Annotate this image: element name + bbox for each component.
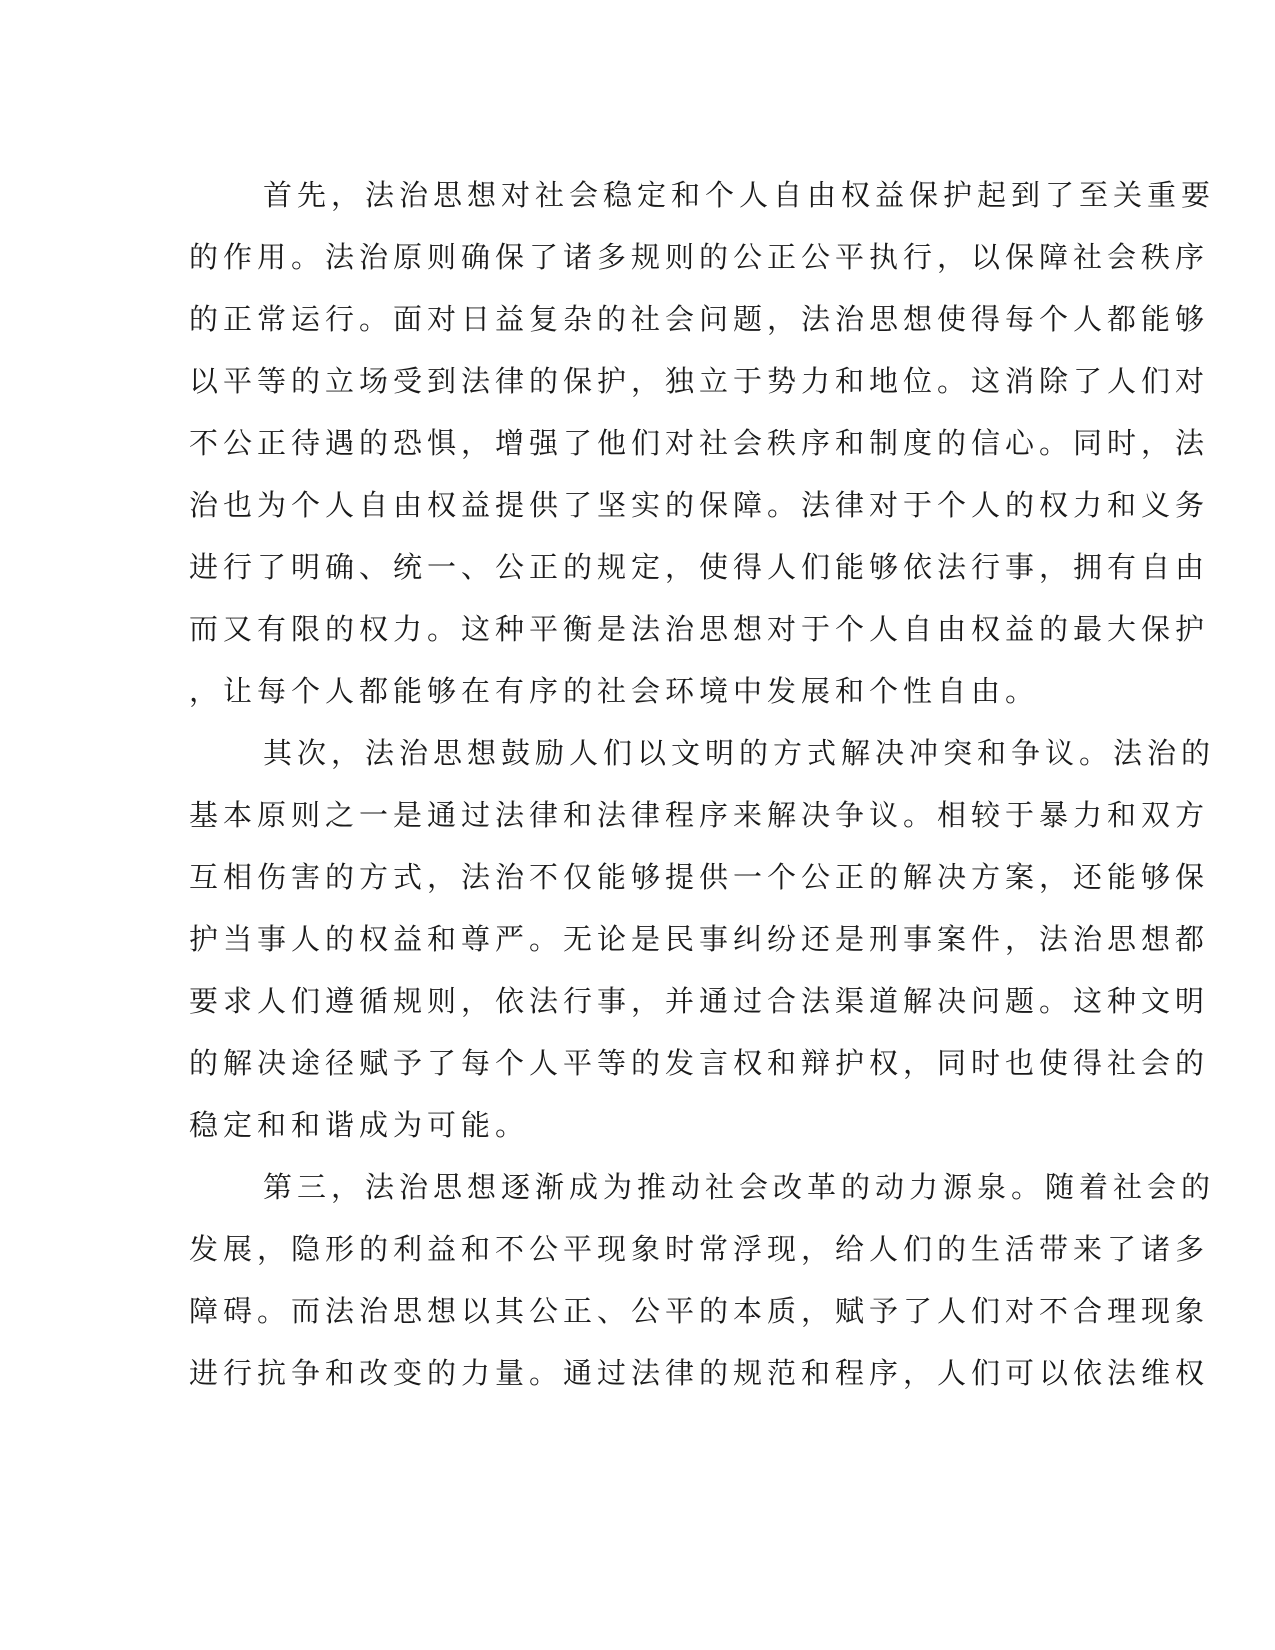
- text-line: 稳定和和谐成为可能。: [189, 1108, 530, 1142]
- text-line: 进行了明确、统一、公正的规定，使得人们能够依法行事，拥有自由: [189, 550, 1210, 584]
- body-text: [189, 164, 1216, 1404]
- text-line: 以平等的立场受到法律的保护，独立于势力和地位。这消除了人们对: [189, 364, 1210, 398]
- text-line: ，让每个人都能够在有序的社会环境中发展和个性自由。: [189, 674, 1040, 708]
- text-line: 护当事人的权益和尊严。无论是民事纠纷还是刑事案件，法治思想都: [189, 922, 1210, 956]
- paragraph-1: [189, 164, 1216, 722]
- paragraph-3: [189, 1156, 1216, 1404]
- text-line: 障碍。而法治思想以其公正、公平的本质，赋予了人们对不合理现象: [189, 1294, 1210, 1328]
- text-line: 发展，隐形的利益和不公平现象时常浮现，给人们的生活带来了诸多: [189, 1232, 1210, 1266]
- paragraph-2: [189, 722, 1216, 1156]
- text-line: 第三，法治思想逐渐成为推动社会改革的动力源泉。随着社会的: [263, 1170, 1216, 1204]
- text-line: 不公正待遇的恐惧，增强了他们对社会秩序和制度的信心。同时，法: [189, 426, 1210, 460]
- text-line: 其次，法治思想鼓励人们以文明的方式解决冲突和争议。法治的: [263, 736, 1216, 770]
- text-line: 的解决途径赋予了每个人平等的发言权和辩护权，同时也使得社会的: [189, 1046, 1210, 1080]
- text-line: 要求人们遵循规则，依法行事，并通过合法渠道解决问题。这种文明: [189, 984, 1210, 1018]
- text-line: 的作用。法治原则确保了诸多规则的公正公平执行，以保障社会秩序: [189, 240, 1210, 274]
- text-line: 首先，法治思想对社会稳定和个人自由权益保护起到了至关重要: [263, 178, 1216, 212]
- text-line: 治也为个人自由权益提供了坚实的保障。法律对于个人的权力和义务: [189, 488, 1210, 522]
- text-line: 的正常运行。面对日益复杂的社会问题，法治思想使得每个人都能够: [189, 302, 1210, 336]
- text-line: 进行抗争和改变的力量。通过法律的规范和程序，人们可以依法维权: [189, 1356, 1210, 1390]
- text-line: 而又有限的权力。这种平衡是法治思想对于个人自由权益的最大保护: [189, 612, 1210, 646]
- text-line: 互相伤害的方式，法治不仅能够提供一个公正的解决方案，还能够保: [189, 860, 1210, 894]
- text-line: 基本原则之一是通过法律和法律程序来解决争议。相较于暴力和双方: [189, 798, 1210, 832]
